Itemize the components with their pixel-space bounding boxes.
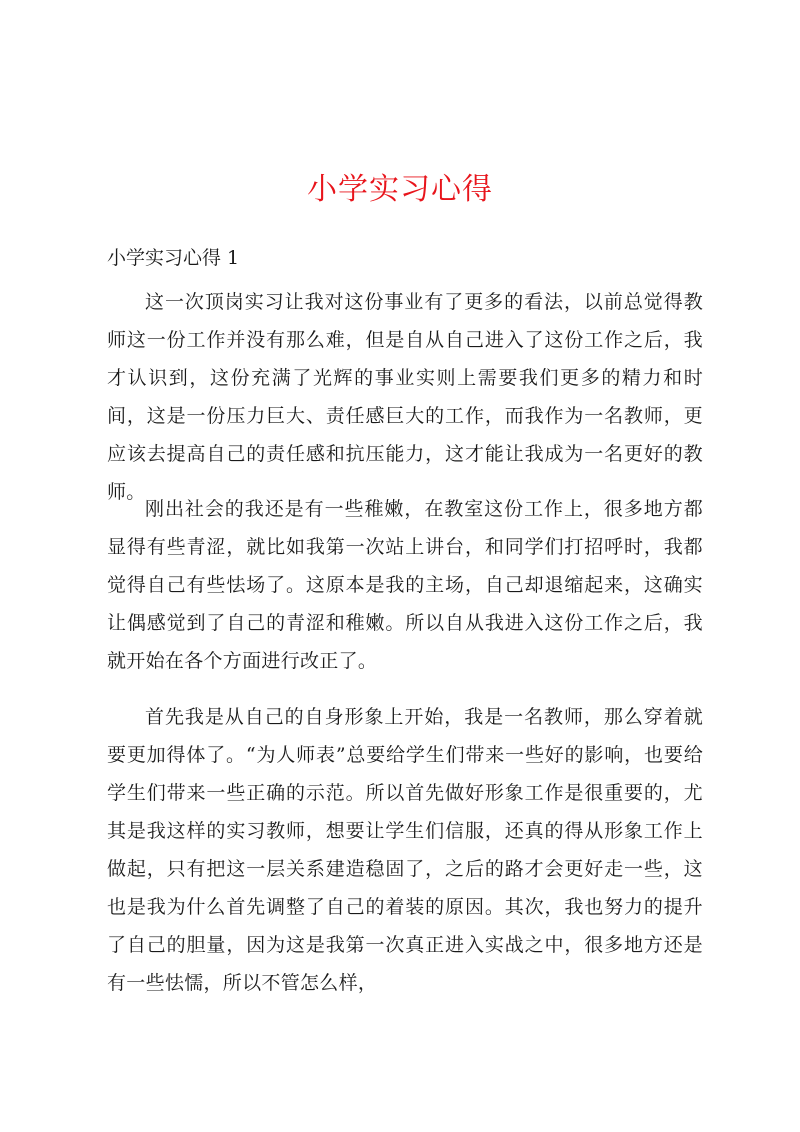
paragraph-3: 首先我是从自己的自身形象上开始，我是一名教师，那么穿着就要更加得体了。“为人师表”总要给学生们带来一些好的影响，也要给学生们带来一些正确的示范。所以首先做好形象工作是很重要的，尤其是我这样的实习教师，想要让学生们信服，还真的得从形象工作上做起，只有把这一层关系建造稳固了，之后的路才会更好走一些，这也是我为什么首先调整了自己的着装的原因。其次，我也努力的提升了自己的胆量，因为这是我第一次真正进入实战之中，很多地方还是有一些怯懦，所以不管怎么样， — [107, 706, 703, 994]
document-title: 小学实习心得 — [307, 172, 493, 207]
paragraph-1: 这一次顶岗实习让我对这份事业有了更多的看法，以前总觉得教师这一份工作并没有那么难，但是自从自己进入了这份工作之后，我才认识到，这份充满了光辉的事业实则上需要我们更多的精力和时间，这是一份压力巨大、责任感巨大的工作，而我作为一名教师，更应该去提高自己的责任感和抗压能力，这才能让我成为一名更好的教师。 — [107, 291, 703, 503]
paragraph-2: 刚出社会的我还是有一些稚嫩，在教室这份工作上，很多地方都显得有些青涩，就比如我第一次站上讲台，和同学们打招呼时，我都觉得自己有些怯场了。这原本是我的主场，自己却退缩起来，这确实让偶感觉到了自己的青涩和稚嫩。所以自从我进入这份工作之后，我就开始在各个方面进行改正了。 — [107, 498, 703, 672]
section-heading: 小学实习心得 1 — [107, 247, 240, 269]
